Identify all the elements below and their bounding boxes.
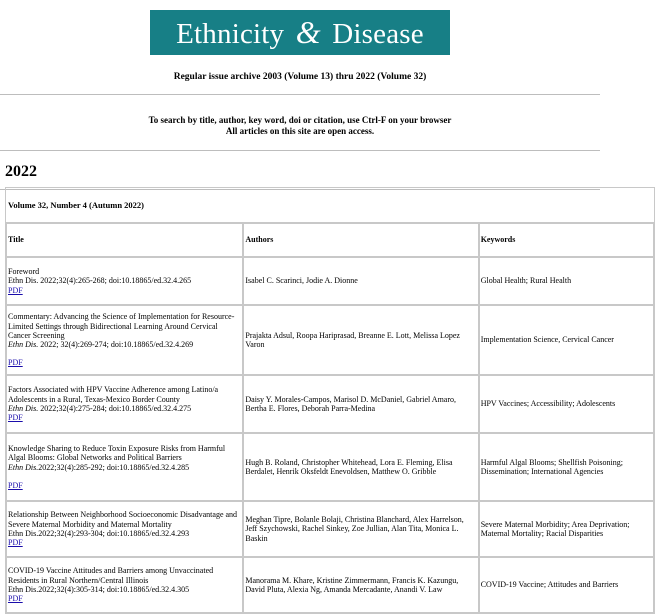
- article-title: Knowledge Sharing to Reduce Toxin Exposure Risks from Harmful Algal Blooms: Global Networks and Political Barriers: [8, 443, 226, 463]
- pdf-link[interactable]: PDF: [8, 594, 23, 604]
- citation-text: 2022;32(4):293-304; doi:10.18865/ed.32.4.293: [38, 529, 190, 538]
- pdf-link[interactable]: PDF: [8, 413, 23, 423]
- article-citation: [8, 340, 193, 349]
- journal-abbrev: Ethn Dis.: [8, 585, 39, 594]
- citation-text: 2022;32(4):275-284; doi:10.18865/ed.32.4.275: [38, 404, 192, 413]
- divider: [0, 94, 600, 95]
- article-citation: [8, 585, 189, 594]
- article-title: Relationship Between Neighborhood Socioeconomic Disadvantage and Severe Maternal Morbidity and Maternal Mortality: [8, 510, 238, 529]
- article-authors: Manorama M. Khare, Kristine Zimmermann, Francis K. Kazungu, David Pluta, Alexia Ng, Amanda Mercadante, Anandi V. Law: [243, 557, 478, 613]
- article-keywords: Global Health; Rural Health: [479, 257, 654, 305]
- logo-ampersand: &: [295, 14, 321, 50]
- article-keywords: COVID-19 Vaccine; Attitudes and Barriers: [479, 557, 654, 613]
- article-cell: [6, 501, 243, 557]
- citation-text: 2022; 32(4):269-274; doi:10.18865/ed.32.4.269: [38, 340, 194, 350]
- table-row: [6, 305, 654, 375]
- article-keywords: Harmful Algal Blooms; Shellfish Poisoning; Dissemination; International Agencies: [479, 433, 654, 501]
- search-instructions: To search by title, author, key word, doi or citation, use Ctrl-F on your browser: [148, 115, 452, 125]
- journal-abbrev: Ethn Dis.: [8, 462, 39, 472]
- article-title: Foreword: [8, 267, 40, 277]
- column-header-authors: Authors: [243, 223, 478, 257]
- article-citation: [8, 529, 189, 538]
- article-authors: Hugh B. Roland, Christopher Whitehead, Lora E. Fleming, Elisa Berdalet, Henrik Oksfeldt Enevoldsen, Matthew O. Gribble: [243, 433, 478, 501]
- table-row: [6, 257, 654, 305]
- article-title: Factors Associated with HPV Vaccine Adherence among Latino/a Adolescents in a Rural, Texas-Mexico Border County: [8, 385, 219, 404]
- article-authors: Prajakta Adsul, Roopa Hariprasad, Breanne E. Lott, Melissa Lopez Varon: [243, 305, 478, 375]
- citation-text: 2022;32(4):265-268; doi:10.18865/ed.32.4.265: [38, 276, 192, 286]
- article-keywords: Implementation Science, Cervical Cancer: [479, 305, 654, 375]
- article-authors: Isabel C. Scarinci, Jodie A. Dionne: [243, 257, 478, 305]
- archive-subtitle: Regular issue archive 2003 (Volume 13) thru 2022 (Volume 32): [173, 72, 427, 82]
- journal-logo[interactable]: [150, 10, 450, 55]
- pdf-link[interactable]: PDF: [8, 480, 23, 490]
- search-note: [0, 115, 600, 137]
- article-keywords: HPV Vaccines; Accessibility; Adolescents: [479, 375, 654, 433]
- table-row: [6, 501, 654, 557]
- divider: [0, 150, 600, 151]
- volume-caption: Volume 32, Number 4 (Autumn 2022): [6, 188, 654, 223]
- pdf-link[interactable]: PDF: [8, 358, 23, 368]
- article-cell: [6, 375, 243, 433]
- pdf-link[interactable]: PDF: [8, 538, 23, 548]
- pdf-link[interactable]: PDF: [8, 285, 23, 295]
- logo-word-disease: Disease: [332, 18, 424, 50]
- column-header-keywords: Keywords: [479, 223, 654, 257]
- article-cell: [6, 433, 243, 501]
- table-header-row: [6, 223, 654, 257]
- volume-table: [5, 187, 655, 614]
- year-heading: 2022: [5, 163, 37, 180]
- article-authors: Daisy Y. Morales-Campos, Marisol D. McDaniel, Gabriel Amaro, Bertha E. Flores, Deborah Parra-Medina: [243, 375, 478, 433]
- table-row: [6, 557, 654, 613]
- journal-abbrev: Ethn Dis.: [8, 276, 39, 286]
- article-cell: [6, 305, 243, 375]
- open-access-note: All articles on this site are open access.: [225, 126, 375, 136]
- article-citation: [8, 276, 191, 285]
- table-row: [6, 375, 654, 433]
- journal-abbrev: Ethn Dis.: [8, 404, 39, 413]
- article-cell: [6, 257, 243, 305]
- article-title: Commentary: Advancing the Science of Implementation for Resource-Limited Settings through Bidirectional Learning Around Cervical Cancer Screening: [8, 312, 235, 340]
- article-cell: [6, 557, 243, 613]
- table-row: [6, 433, 654, 501]
- journal-abbrev: Ethn Dis.: [8, 340, 39, 350]
- column-header-title: Title: [6, 223, 243, 257]
- article-citation: [8, 404, 191, 413]
- citation-text: 2022;32(4):285-292; doi:10.18865/ed.32.4.285: [38, 462, 190, 472]
- journal-abbrev: Ethn Dis.: [8, 529, 39, 538]
- citation-text: 2022;32(4):305-314; doi:10.18865/ed.32.4.305: [38, 585, 190, 594]
- article-keywords: Severe Maternal Morbidity; Area Deprivation; Maternal Mortality; Racial Disparities: [479, 501, 654, 557]
- article-title: COVID-19 Vaccine Attitudes and Barriers among Unvaccinated Residents in Rural Northern/Central Illinois: [8, 566, 214, 585]
- logo-word-ethnicity: Ethnicity: [176, 18, 285, 50]
- article-citation: [8, 463, 189, 472]
- article-authors: Meghan Tipre, Bolanle Bolaji, Christina Blanchard, Alex Harrelson, Jeff Szychowski, Rachel Sinkey, Zoe Jullian, Alan Tita, Monica L. Baskin: [243, 501, 478, 557]
